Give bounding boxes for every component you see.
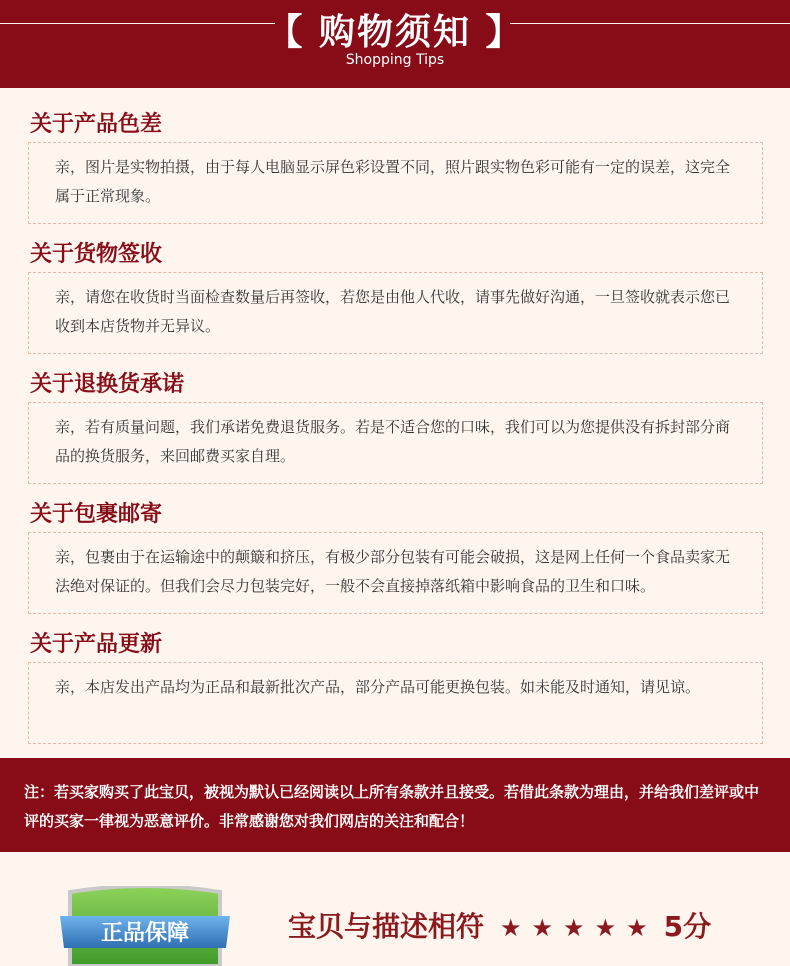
- page-title: 【 购物须知 】: [266, 12, 524, 53]
- section-text: 亲，包裹由于在运输途中的颠簸和挤压，有极少部分包装有可能会破损，这是网上任何一个食品卖家无法绝对保证的。但我们会尽力包装完好，一般不会直接掉落纸箱中影响食品的卫生和口味。: [28, 532, 763, 614]
- tip-section-delivery-signoff: [28, 238, 763, 354]
- terms-notice: 注：若买家购买了此宝贝，被视为默认已经阅读以上所有条款并且接受。若借此条款为理由，并给我们差评或中评的买家一律视为恶意评价。非常感谢您对我们网店的关注和配合！: [0, 758, 790, 852]
- authentic-guarantee-badge: [60, 886, 230, 966]
- section-title: 关于产品更新: [30, 632, 163, 657]
- tips-list: [0, 88, 790, 744]
- section-title: 关于产品色差: [30, 112, 163, 137]
- header-banner: [0, 0, 790, 88]
- section-title: 关于货物签收: [30, 242, 163, 267]
- rating-score: 5分: [663, 910, 712, 943]
- section-text: 亲，请您在收货时当面检查数量后再签收，若您是由他人代收，请事先做好沟通，一旦签收就表示您已收到本店货物并无异议。: [28, 272, 763, 354]
- rating-stars: ★★★★★: [500, 914, 658, 942]
- tip-section-product-update: [28, 628, 763, 744]
- tip-section-returns: [28, 368, 763, 484]
- section-title: 关于退换货承诺: [30, 372, 185, 397]
- section-title: 关于包裹邮寄: [30, 502, 163, 527]
- badge-label: 正品保障: [100, 921, 190, 946]
- section-text: 亲，若有质量问题，我们承诺免费退货服务。若是不适合您的口味，我们可以为您提供没有拆封部分商品的换货服务，来回邮费买家自理。: [28, 402, 763, 484]
- section-text: 亲，图片是实物拍摄，由于每人电脑显示屏色彩设置不同，照片跟实物色彩可能有一定的误差，这完全属于正常现象。: [28, 142, 763, 224]
- rating-label: 宝贝与描述相符: [288, 910, 485, 943]
- description-rating: [288, 907, 711, 947]
- tip-section-color-difference: [28, 108, 763, 224]
- section-text: 亲，本店发出产品均为正品和最新批次产品，部分产品可能更换包装。如未能及时通知，请见谅。: [28, 662, 763, 744]
- guarantee-area: [0, 852, 790, 960]
- tip-section-shipping: [28, 498, 763, 614]
- page-subtitle: Shopping Tips: [345, 52, 445, 68]
